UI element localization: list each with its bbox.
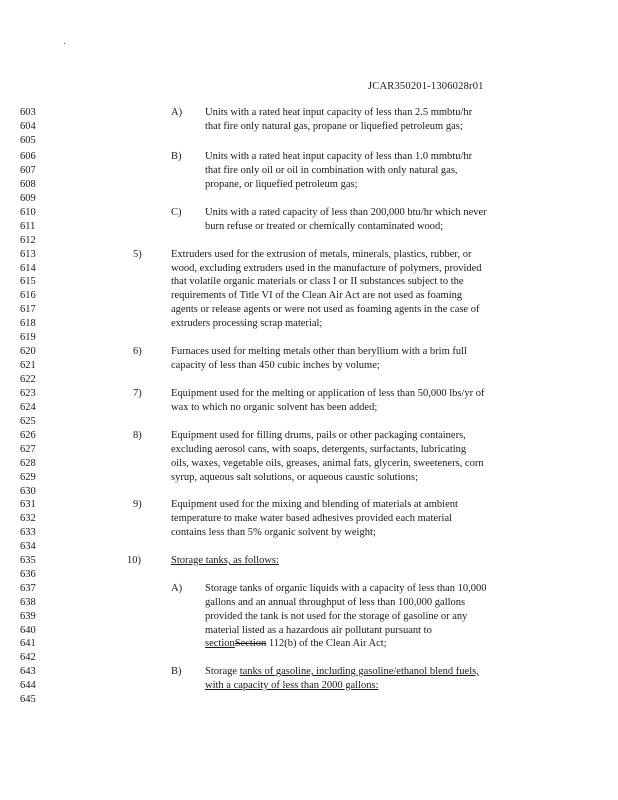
item-label-7-wax: 7) xyxy=(133,388,142,399)
item-c-refuse-line-2: burn refuse or treated or chemically contaminated wood; xyxy=(205,221,444,232)
item-b-oil-line-2: that fire only oil or oil in combination with only natural gas, xyxy=(205,165,458,176)
item-a-organic-line-5 xyxy=(205,638,387,650)
item-9-line-2: temperature to make water based adhesives provided each material xyxy=(171,513,453,524)
line-number: 620 xyxy=(20,346,36,357)
line-number: 644 xyxy=(20,680,36,691)
line-number: 608 xyxy=(20,179,36,190)
line-number: 633 xyxy=(20,527,36,538)
line-number: 630 xyxy=(20,486,36,497)
item-a-organic-line-1: Storage tanks of organic liquids with a capacity of less than 10,000 xyxy=(205,583,487,594)
line-number: 622 xyxy=(20,374,36,385)
item-a-heat-input-line-2: that fire only natural gas, propane or liquefied petroleum gas; xyxy=(205,121,463,132)
item-a-heat-input-line-1: Units with a rated heat input capacity of less than 2.5 mmbtu/hr xyxy=(205,107,473,118)
line-number: 645 xyxy=(20,694,36,705)
line-number: 605 xyxy=(20,135,36,146)
line-number: 612 xyxy=(20,235,36,246)
line-number: 604 xyxy=(20,121,36,132)
item-5-line-4: requirements of Title VI of the Clean Air Act are not used as foaming xyxy=(171,290,463,301)
line-number: 609 xyxy=(20,193,36,204)
line-number: 616 xyxy=(20,290,36,301)
line-number: 629 xyxy=(20,472,36,483)
line-number: 638 xyxy=(20,597,36,608)
line-number: 631 xyxy=(20,499,36,510)
item-9-line-3: contains less than 5% organic solvent by weight; xyxy=(171,527,376,538)
item-10-heading: Storage tanks, as follows: xyxy=(171,555,279,566)
line-number: 614 xyxy=(20,263,36,274)
inserted-text: section xyxy=(205,638,235,649)
line-number: 627 xyxy=(20,444,36,455)
line-number: 618 xyxy=(20,318,36,329)
line-number: 624 xyxy=(20,402,36,413)
inserted-text: tanks of gasoline, including gasoline/ethanol blend fuels, xyxy=(239,666,479,677)
line-number: 628 xyxy=(20,458,36,469)
item-8-line-2: excluding aerosol cans, with soaps, detergents, surfactants, lubricating xyxy=(171,444,467,455)
line-number: 642 xyxy=(20,652,36,663)
item-label-a-organic-liquids: A) xyxy=(171,583,183,594)
item-8-line-3: oils, waxes, vegetable oils, greases, animal fats, glycerin, sweeteners, corn xyxy=(171,458,484,469)
line-number: 643 xyxy=(20,666,36,677)
item-9-line-1: Equipment used for the mixing and blending of materials at ambient xyxy=(171,499,458,510)
line-number: 617 xyxy=(20,304,36,315)
scan-artifact xyxy=(64,43,65,44)
struck-text: Section xyxy=(234,638,267,649)
line-number: 606 xyxy=(20,151,36,162)
line-number: 611 xyxy=(20,221,36,232)
item-label-9-mixing: 9) xyxy=(133,499,142,510)
item-7-line-1: Equipment used for the melting or application of less than 50,000 lbs/yr of xyxy=(171,388,485,399)
item-5-line-5: agents or release agents or were not used as foaming agents in the case of xyxy=(171,304,480,315)
item-5-line-6: extruders processing scrap material; xyxy=(171,318,323,329)
line-number: 634 xyxy=(20,541,36,552)
plain-text: 112(b) of the Clean Air Act; xyxy=(266,638,387,649)
item-5-line-1: Extruders used for the extrusion of metals, minerals, plastics, rubber, or xyxy=(171,249,472,260)
line-number: 603 xyxy=(20,107,36,118)
line-number: 619 xyxy=(20,332,36,343)
document-id-header: JCAR350201-1306028r01 xyxy=(368,81,484,92)
item-label-5-extruders: 5) xyxy=(133,249,142,260)
item-b-gasoline-line-1 xyxy=(205,666,479,678)
line-number: 621 xyxy=(20,360,36,371)
plain-text: Storage xyxy=(205,666,240,677)
item-label-6-furnaces: 6) xyxy=(133,346,142,357)
line-number: 610 xyxy=(20,207,36,218)
item-7-line-2: wax to which no organic solvent has been added; xyxy=(171,402,378,413)
line-number: 626 xyxy=(20,430,36,441)
item-label-10-storage: 10) xyxy=(127,555,141,566)
item-6-line-1: Furnaces used for melting metals other than beryllium with a brim full xyxy=(171,346,467,357)
line-number: 640 xyxy=(20,625,36,636)
item-a-organic-line-3: provided the tank is not used for the storage of gasoline or any xyxy=(205,611,468,622)
item-label-c-refuse: C) xyxy=(171,207,182,218)
item-b-oil-line-1: Units with a rated heat input capacity of less than 1.0 mmbtu/hr xyxy=(205,151,473,162)
line-number: 639 xyxy=(20,611,36,622)
item-8-line-1: Equipment used for filling drums, pails or other packaging containers, xyxy=(171,430,466,441)
line-number: 625 xyxy=(20,416,36,427)
item-label-b-oil: B) xyxy=(171,151,182,162)
item-a-organic-line-2: gallons and an annual throughput of less than 100,000 gallons xyxy=(205,597,466,608)
line-number: 637 xyxy=(20,583,36,594)
line-number: 632 xyxy=(20,513,36,524)
line-number: 641 xyxy=(20,638,36,649)
item-c-refuse-line-1: Units with a rated capacity of less than 200,000 btu/hr which never xyxy=(205,207,487,218)
line-number: 623 xyxy=(20,388,36,399)
item-label-8-filling: 8) xyxy=(133,430,142,441)
item-8-line-4: syrup, aqueous salt solutions, or aqueous caustic solutions; xyxy=(171,472,419,483)
item-5-line-3: that volatile organic materials or class I or II substances subject to the xyxy=(171,276,464,287)
item-5-line-2: wood, excluding extruders used in the manufacture of polymers, provided xyxy=(171,263,482,274)
item-b-oil-line-3: propane, or liquefied petroleum gas; xyxy=(205,179,358,190)
line-number: 635 xyxy=(20,555,36,566)
item-label-a-heat-input: A) xyxy=(171,107,183,118)
item-b-gasoline-line-2: with a capacity of less than 2000 gallons: xyxy=(205,680,379,691)
item-a-organic-line-4: material listed as a hazardous air pollutant pursuant to xyxy=(205,625,432,636)
line-number: 636 xyxy=(20,569,36,580)
item-label-b-gasoline: B) xyxy=(171,666,182,677)
item-6-line-2: capacity of less than 450 cubic inches by volume; xyxy=(171,360,380,371)
line-number: 607 xyxy=(20,165,36,176)
line-number: 615 xyxy=(20,276,36,287)
line-number: 613 xyxy=(20,249,36,260)
